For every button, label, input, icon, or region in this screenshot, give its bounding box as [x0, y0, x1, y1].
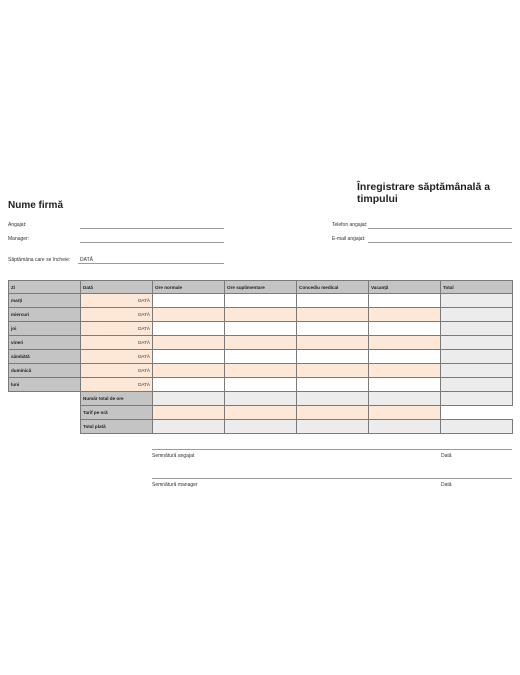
- spacer-cell: [9, 392, 81, 406]
- regular-hours-cell[interactable]: [153, 378, 225, 392]
- employee-field[interactable]: [80, 228, 224, 229]
- company-name: Nume firmă: [8, 200, 64, 211]
- summary-row-total-hours: [9, 392, 513, 406]
- day-cell: joi: [9, 322, 81, 336]
- date-cell[interactable]: DATĂ: [81, 364, 153, 378]
- total-pay-label: Total plată: [81, 420, 153, 434]
- rate-regular-cell[interactable]: [153, 406, 225, 420]
- email-field[interactable]: [368, 242, 512, 243]
- vacation-cell[interactable]: [369, 336, 441, 350]
- vacation-cell[interactable]: [369, 364, 441, 378]
- regular-hours-cell[interactable]: [153, 350, 225, 364]
- date-cell[interactable]: DATĂ: [81, 378, 153, 392]
- manager-label: Manager:: [8, 236, 30, 242]
- employee-label: Angajat:: [8, 222, 27, 228]
- col-header-overtime: Ore suplimentare: [225, 281, 297, 294]
- week-ending-field[interactable]: [78, 263, 224, 264]
- col-header-day: Zi: [9, 281, 81, 294]
- overtime-cell[interactable]: [225, 378, 297, 392]
- rate-overtime-cell[interactable]: [225, 406, 297, 420]
- rate-vacation-cell[interactable]: [369, 406, 441, 420]
- vacation-cell[interactable]: [369, 350, 441, 364]
- vacation-cell[interactable]: [369, 378, 441, 392]
- total-cell: [441, 322, 513, 336]
- sick-leave-cell[interactable]: [297, 308, 369, 322]
- employee-signature-line[interactable]: [152, 449, 512, 450]
- spacer-cell: [441, 406, 513, 420]
- total-cell: [441, 336, 513, 350]
- table-row: [9, 364, 513, 378]
- regular-hours-cell[interactable]: [153, 294, 225, 308]
- sick-leave-cell[interactable]: [297, 322, 369, 336]
- total-hours-label: Număr total de ore: [81, 392, 153, 406]
- total-regular-hours-cell: [153, 392, 225, 406]
- rate-sick-leave-cell[interactable]: [297, 406, 369, 420]
- total-cell: [441, 350, 513, 364]
- manager-signature-label: Semnătură manager: [152, 482, 198, 488]
- day-cell: vineri: [9, 336, 81, 350]
- pay-total-cell: [441, 420, 513, 434]
- sick-leave-cell[interactable]: [297, 336, 369, 350]
- date-cell[interactable]: DATĂ: [81, 336, 153, 350]
- vacation-cell[interactable]: [369, 308, 441, 322]
- email-label: E-mail angajat:: [332, 236, 366, 242]
- day-cell: sâmbătă: [9, 350, 81, 364]
- overtime-cell[interactable]: [225, 364, 297, 378]
- week-ending-label: Săptămâna care se încheie:: [8, 257, 71, 263]
- date-cell[interactable]: DATĂ: [81, 294, 153, 308]
- pay-overtime-cell: [225, 420, 297, 434]
- spacer-cell: [9, 420, 81, 434]
- table-row: [9, 294, 513, 308]
- total-vacation-cell: [369, 392, 441, 406]
- overtime-cell[interactable]: [225, 350, 297, 364]
- overtime-cell[interactable]: [225, 308, 297, 322]
- date-cell[interactable]: DATĂ: [81, 322, 153, 336]
- vacation-cell[interactable]: [369, 294, 441, 308]
- sick-leave-cell[interactable]: [297, 350, 369, 364]
- day-cell: duminică: [9, 364, 81, 378]
- total-cell: [441, 308, 513, 322]
- pay-regular-cell: [153, 420, 225, 434]
- regular-hours-cell[interactable]: [153, 308, 225, 322]
- col-header-total: Total: [441, 281, 513, 294]
- col-header-regular-hours: Ore normale: [153, 281, 225, 294]
- overtime-cell[interactable]: [225, 322, 297, 336]
- phone-label: Telefon angajat:: [332, 222, 368, 228]
- day-cell: miercuri: [9, 308, 81, 322]
- date-cell[interactable]: DATĂ: [81, 308, 153, 322]
- summary-row-rate: [9, 406, 513, 420]
- manager-signature-date-label: Dată: [441, 482, 452, 488]
- total-cell: [441, 364, 513, 378]
- date-cell[interactable]: DATĂ: [81, 350, 153, 364]
- day-cell: luni: [9, 378, 81, 392]
- total-cell: [441, 378, 513, 392]
- employee-signature-date-label: Dată: [441, 453, 452, 459]
- vacation-cell[interactable]: [369, 322, 441, 336]
- week-ending-value[interactable]: DATĂ: [80, 257, 93, 263]
- table-row: [9, 322, 513, 336]
- employee-signature-label: Semnătură angajat: [152, 453, 195, 459]
- table-row: [9, 350, 513, 364]
- rate-per-hour-label: Tarif pe oră: [81, 406, 153, 420]
- table-row: [9, 308, 513, 322]
- overtime-cell[interactable]: [225, 336, 297, 350]
- grand-total-hours-cell: [441, 392, 513, 406]
- total-overtime-cell: [225, 392, 297, 406]
- spacer-cell: [9, 406, 81, 420]
- sick-leave-cell[interactable]: [297, 378, 369, 392]
- time-table: [8, 280, 513, 434]
- total-cell: [441, 294, 513, 308]
- summary-row-total-pay: [9, 420, 513, 434]
- col-header-sick-leave: Concediu medical: [297, 281, 369, 294]
- overtime-cell[interactable]: [225, 294, 297, 308]
- day-cell: marți: [9, 294, 81, 308]
- sick-leave-cell[interactable]: [297, 364, 369, 378]
- regular-hours-cell[interactable]: [153, 364, 225, 378]
- col-header-vacation: Vacanță: [369, 281, 441, 294]
- table-row: [9, 336, 513, 350]
- manager-field[interactable]: [80, 242, 224, 243]
- phone-field[interactable]: [368, 228, 512, 229]
- table-header-row: [9, 281, 513, 294]
- sick-leave-cell[interactable]: [297, 294, 369, 308]
- total-sick-leave-cell: [297, 392, 369, 406]
- table-row: [9, 378, 513, 392]
- regular-hours-cell[interactable]: [153, 336, 225, 350]
- pay-sick-leave-cell: [297, 420, 369, 434]
- col-header-date: Dată: [81, 281, 153, 294]
- page-title: Înregistrare săptămânală a timpului: [357, 181, 491, 205]
- pay-vacation-cell: [369, 420, 441, 434]
- regular-hours-cell[interactable]: [153, 322, 225, 336]
- manager-signature-line[interactable]: [152, 478, 512, 479]
